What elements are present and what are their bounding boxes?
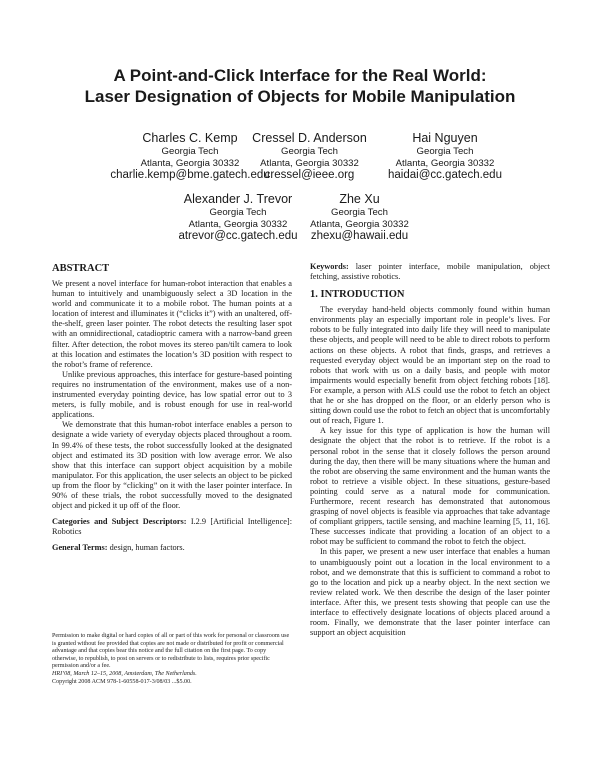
author-address: Atlanta, Georgia 30332 [395,157,495,169]
author-name: Hai Nguyen [412,131,478,145]
abstract-heading: ABSTRACT [52,263,110,274]
abstract-paragraph: Unlike previous approaches, this interface for gesture-based pointing requires no instrumentation of the environment, makes use of a non-instrumented everyday pointing device, has low spatial error out to 3 meters, is fully mobile, and is robust enough for use in real-world applications. [52,369,292,420]
venue-line [52,671,292,679]
general-terms-text: design, human factors. [109,543,185,553]
author-address: Atlanta, Georgia 30332 [260,157,359,169]
introduction-paragraph: The everyday hand-held objects commonly found within human environments play an especially important role in people’s lives. For robots to be fully integrated into daily life they will need to manipulate these objects, and people will need to be able to direct robots to perform actions on these objects. A robot that finds, grasps, and retrieves a requested everyday object would be an important step on the road to robots that work with us on a daily basis, and people with motor impairments would especially benefit from object fetching robots [18]. For example, a person with ALS could use the robot to fetch an object that he or she has dropped on the floor, or an elderly person who is sitting down could use the robot to fetch an object that is uncomfortably out of reach, Figure 1. [310,305,550,426]
abstract-paragraph: We demonstrate that this human-robot interface enables a person to designate a wide variety of everyday objects placed throughout a room. In 99.4% of these tests, the robot successfully looked at the designated object and estimated its 3D position with low average error. We also show that this interface can support object acquisition by a mobile manipulator. For this application, the user selects an object to be picked up from the floor by “clicking” on it with the laser pointer interface. In 90% of these trials, the robot successfully moved to the designated object and picked it up off of the floor. [52,420,292,511]
author-affiliation: Georgia Tech [161,146,219,157]
keywords-line [310,262,550,282]
categories-text: I.2.9 [Artificial Intelligence]: Robotics [52,517,293,537]
abstract-paragraph: We present a novel interface for human-robot interaction that enables a human to intuitively and unambiguously select a 3D location in the world and communicate it to a mobile robot. The human points at a location of interest and illuminates it (“clicks it”) with an unaltered, off-the-shelf, green laser pointer. The robot detects the resulting laser spot with an omnidirectional, catadioptric camera with a narrow-band green filter. After detection, the robot moves its stereo pan/tilt camera to look at this location and estimates the location’s 3D position with respect to the robot’s frame of reference. [52,279,292,369]
categories-label: Categories and Subject Descriptors: [52,517,187,527]
categories-line [52,517,292,537]
author-name: Charles C. Kemp [142,131,238,145]
left-column [52,262,292,553]
author-email: haidai@cc.gatech.edu [388,169,502,181]
author-affiliation: Georgia Tech [416,146,474,157]
introduction-paragraph: In this paper, we present a new user interface that enables a human to unambiguously point out a location in the local environment to a robot, and we demonstrate that this is sufficient to command a robot to go to the location and pick up a nearby object. In the next section we review related work. We then describe the design of the laser pointer interface. After this, we present tests showing that people can use the interface to effectively designate locations of objects placed around a room. Finally, we demonstrate that the laser pointer interface can support an object acquisition [310,547,550,638]
keywords-text: laser pointer interface, mobile manipulation, object fetching, assistive robotics. [310,262,551,282]
general-terms-label: General Terms: [52,543,108,553]
author-name: Zhe Xu [339,192,380,206]
copyright-line: Copyright 2008 ACM 978-1-60558-017-3/08/03 ...$5.00. [52,678,192,685]
venue-text: HRI’08, March 12–15, 2008, Amsterdam, The Netherlands. [52,670,197,677]
author-email: charlie.kemp@bme.gatech.edu [110,169,270,181]
permission-text: Permission to make digital or hard copies of all or part of this work for personal or classroom use is granted without fee provided that copies are not made or distributed for profit or commercial advantage and that copies bear this notice and the full citation on the first page. To copy otherwise, to republish, to post on servers or to redistribute to lists, requires prior specific permission and/or a fee. [52,633,290,670]
right-column [310,262,550,638]
author-block [302,192,417,243]
author-address: Atlanta, Georgia 30332 [140,157,240,169]
author-affiliation: Georgia Tech [331,207,388,218]
keywords-label: Keywords: [310,262,349,271]
introduction-heading: 1. INTRODUCTION [310,289,405,301]
author-email: cressel@ieee.org [264,169,355,181]
author-email: zhexu@hawaii.edu [310,230,409,242]
author-email: atrevor@cc.gatech.edu [178,230,298,242]
author-block [370,131,520,182]
author-address: Atlanta, Georgia 30332 [310,218,409,230]
author-name: Cressel D. Anderson [252,131,367,145]
author-address: Atlanta, Georgia 30332 [188,218,288,230]
author-name: Alexander J. Trevor [183,192,293,206]
author-affiliation: Georgia Tech [281,146,338,157]
introduction-paragraph: A key issue for this type of application is how the human will designate the object that the robot is to retrieve. If the robot is a personal robot in the sense that it closely follows the person around during the day, then there will be many situations where the human and the robot are observing the same environment and the human wants the robot to retrieve a visible object. In these situations, gesture-based pointing could serve as a natural mode for communication. Furthermore, recent research has demonstrated that autonomous grasping of novel objects is feasible via approaches that take advantage of compliant grippers, tactile sensing, and machine learning [5, 11, 16]. These successes indicate that providing a location of an object to a robot may be sufficient to command the robot to fetch the object. [310,426,550,547]
paper-title-line-2: Laser Designation of Objects for Mobile Manipulation [84,87,516,106]
author-affiliation: Georgia Tech [209,207,267,218]
paper-title-line-1: A Point-and-Click Interface for the Real World: [113,66,487,85]
general-terms-line [52,543,292,553]
permission-notice [52,633,292,686]
author-block [163,192,313,243]
author-block [247,131,372,182]
